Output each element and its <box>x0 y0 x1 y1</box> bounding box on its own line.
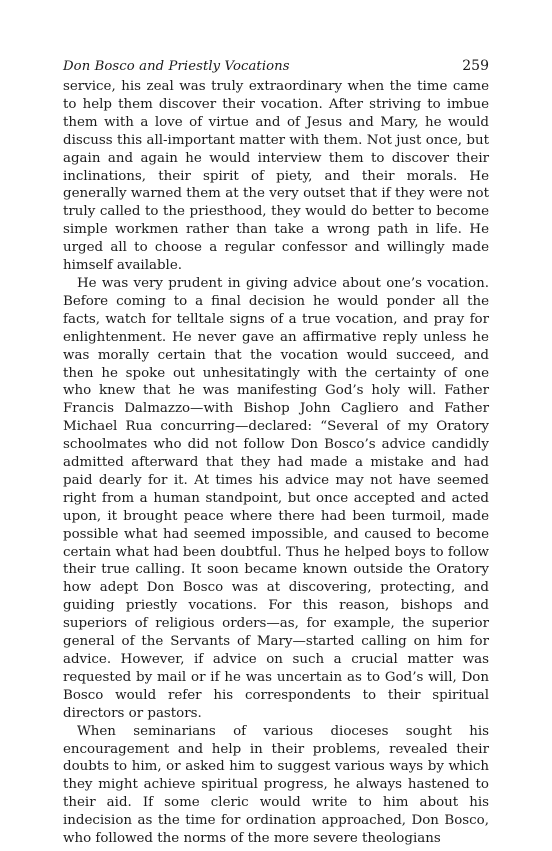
page-number: 259 <box>462 58 489 74</box>
paragraph-1: service, his zeal was truly extraordinary when the time came to help them discover their vocation. After striving to imbue them with a love of virtue and of Jesus and Mary, he would discuss this all-important matter with them. Not just once, but again and again he would interview them to discover their inclinations, their spirit of piety, and their morals. He generally warned them at the very outset that if they were not truly called to the priesthood, they would do better to become simple workmen rather than take a wrong path in life. He urged all to choose a regular confessor and willingly made himself available. <box>63 79 489 274</box>
paragraph-2: He was very prudent in giving advice about one’s vocation. Before coming to a final decision he would ponder all the facts, watch for telltale signs of a true vocation, and pray for enlightenment. He never gave an affirmative reply unless he was morally certain that the vocation would succeed, and then he spoke out unhesitatingly with the certainty of one who knew that he was manifesting God’s holy will. Father Francis Dalmazzo—with Bishop John Cagliero and Father Michael Rua concurring—declared: “Several of my Oratory schoolmates who did not follow Don Bosco’s advice candidly admitted afterward that they had made a mistake and had paid dearly for it. At times his advice may not have seemed right from a human standpoint, but once accepted and acted upon, it brought peace where there had been turmoil, made possible what had seemed impossible, and caused to become certain what had been doubtful. Thus he helped boys to follow their true calling. It soon became known outside the Oratory how adept Don Bosco was at discovering, protecting, and guiding priestly vocations. For this reason, bishops and superiors of religious orders—as, for example, the superior general of the Servants of Mary—started calling on him for advice. However, if advice on such a crucial matter was requested by mail or if he was uncertain as to God’s will, Don Bosco would refer his correspondents to their spiritual directors or pastors. <box>63 275 489 721</box>
running-header <box>63 58 489 78</box>
book-page <box>63 58 489 848</box>
body-text <box>63 78 489 848</box>
running-title: Don Bosco and Priestly Vocations <box>63 59 290 74</box>
paragraph-3: When seminarians of various dioceses sought his encouragement and help in their problems, revealed their doubts to him, or asked him to suggest various ways by which they might achieve spiritual progress, he always hastened to their aid. If some cleric would write to him about his indecision as the time for ordination approached, Don Bosco, who followed the norms of the more severe theologians <box>63 723 489 847</box>
